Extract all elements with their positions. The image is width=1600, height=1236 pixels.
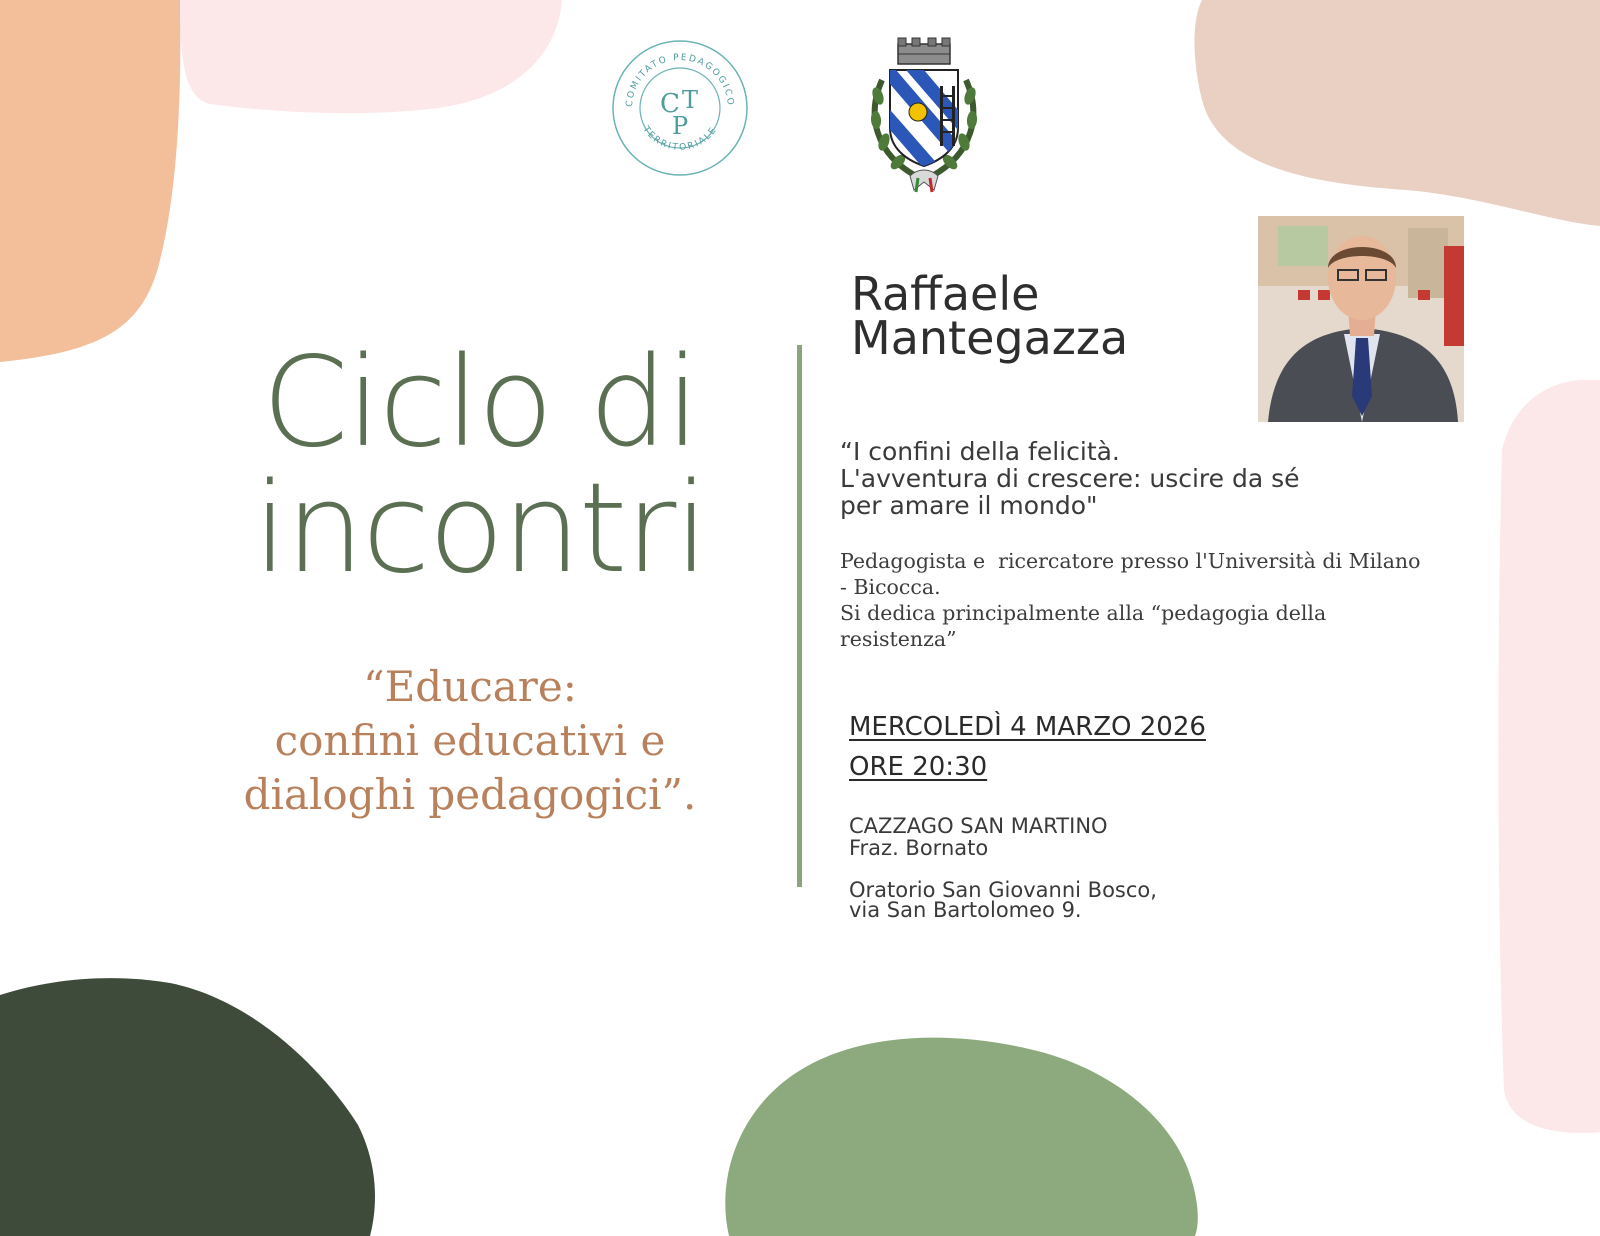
- venue-town: CAZZAGO SAN MARTINO: [849, 814, 1108, 838]
- speaker-first-name: Raffaele: [851, 267, 1040, 321]
- event-time: ORE 20:30: [849, 752, 988, 782]
- talk-title: [840, 438, 1400, 519]
- speaker-bio-line: resistenza”: [840, 627, 957, 651]
- event-title-line: Ciclo di: [261, 331, 699, 475]
- event-title: [170, 331, 790, 601]
- speaker-photo: [1258, 216, 1464, 422]
- venue-hamlet: Fraz. Bornato: [849, 836, 989, 860]
- speaker-bio-line: - Bicocca.: [840, 575, 941, 599]
- peach-blob-top-left: [0, 0, 190, 370]
- cpt-ring-text-top: COMITATO PEDAGOGICO: [624, 52, 736, 108]
- speaker-bio-line: Pedagogista e ricercatore presso l'Università di Milano: [840, 549, 1421, 573]
- rose-blob-top-right: [1180, 0, 1600, 240]
- talk-title-line: per amare il mondo": [840, 491, 1098, 520]
- svg-text:C: C: [660, 89, 680, 119]
- cpt-ring-text-bottom: TERRITORIALE: [640, 124, 720, 154]
- event-title-line: incontri: [253, 457, 707, 601]
- event-subtitle-line: confini educativi e: [274, 716, 666, 765]
- event-subtitle-line: dialoghi pedagogici”.: [243, 770, 697, 819]
- event-subtitle-line: “Educare:: [363, 662, 577, 711]
- speaker-last-name: Mantegazza: [851, 311, 1129, 365]
- speaker-name: [851, 267, 1129, 365]
- talk-title-line: L'avventura di crescere: uscire da sé: [840, 464, 1300, 493]
- pink-blob-right: [1496, 380, 1600, 1140]
- municipal-crest-icon: [860, 36, 988, 194]
- speaker-bio-line: Si dedica principalmente alla “pedagogia della: [840, 601, 1327, 625]
- cpt-logo: [610, 38, 750, 178]
- svg-text:T: T: [682, 86, 699, 114]
- talk-title-line: “I confini della felicità.: [840, 437, 1120, 466]
- dark-green-blob-bottom-left: [0, 975, 390, 1236]
- svg-text:P: P: [672, 112, 689, 140]
- sage-blob-bottom-center: [715, 1035, 1205, 1236]
- speaker-bio: [840, 548, 1440, 652]
- event-subtitle: [200, 660, 740, 822]
- venue-place: Oratorio San Giovanni Bosco,: [849, 878, 1157, 902]
- pink-blob-top: [170, 0, 570, 120]
- vertical-divider: [797, 345, 802, 887]
- venue-address: via San Bartolomeo 9.: [849, 898, 1082, 922]
- event-date: MERCOLEDÌ 4 MARZO 2026: [849, 712, 1206, 742]
